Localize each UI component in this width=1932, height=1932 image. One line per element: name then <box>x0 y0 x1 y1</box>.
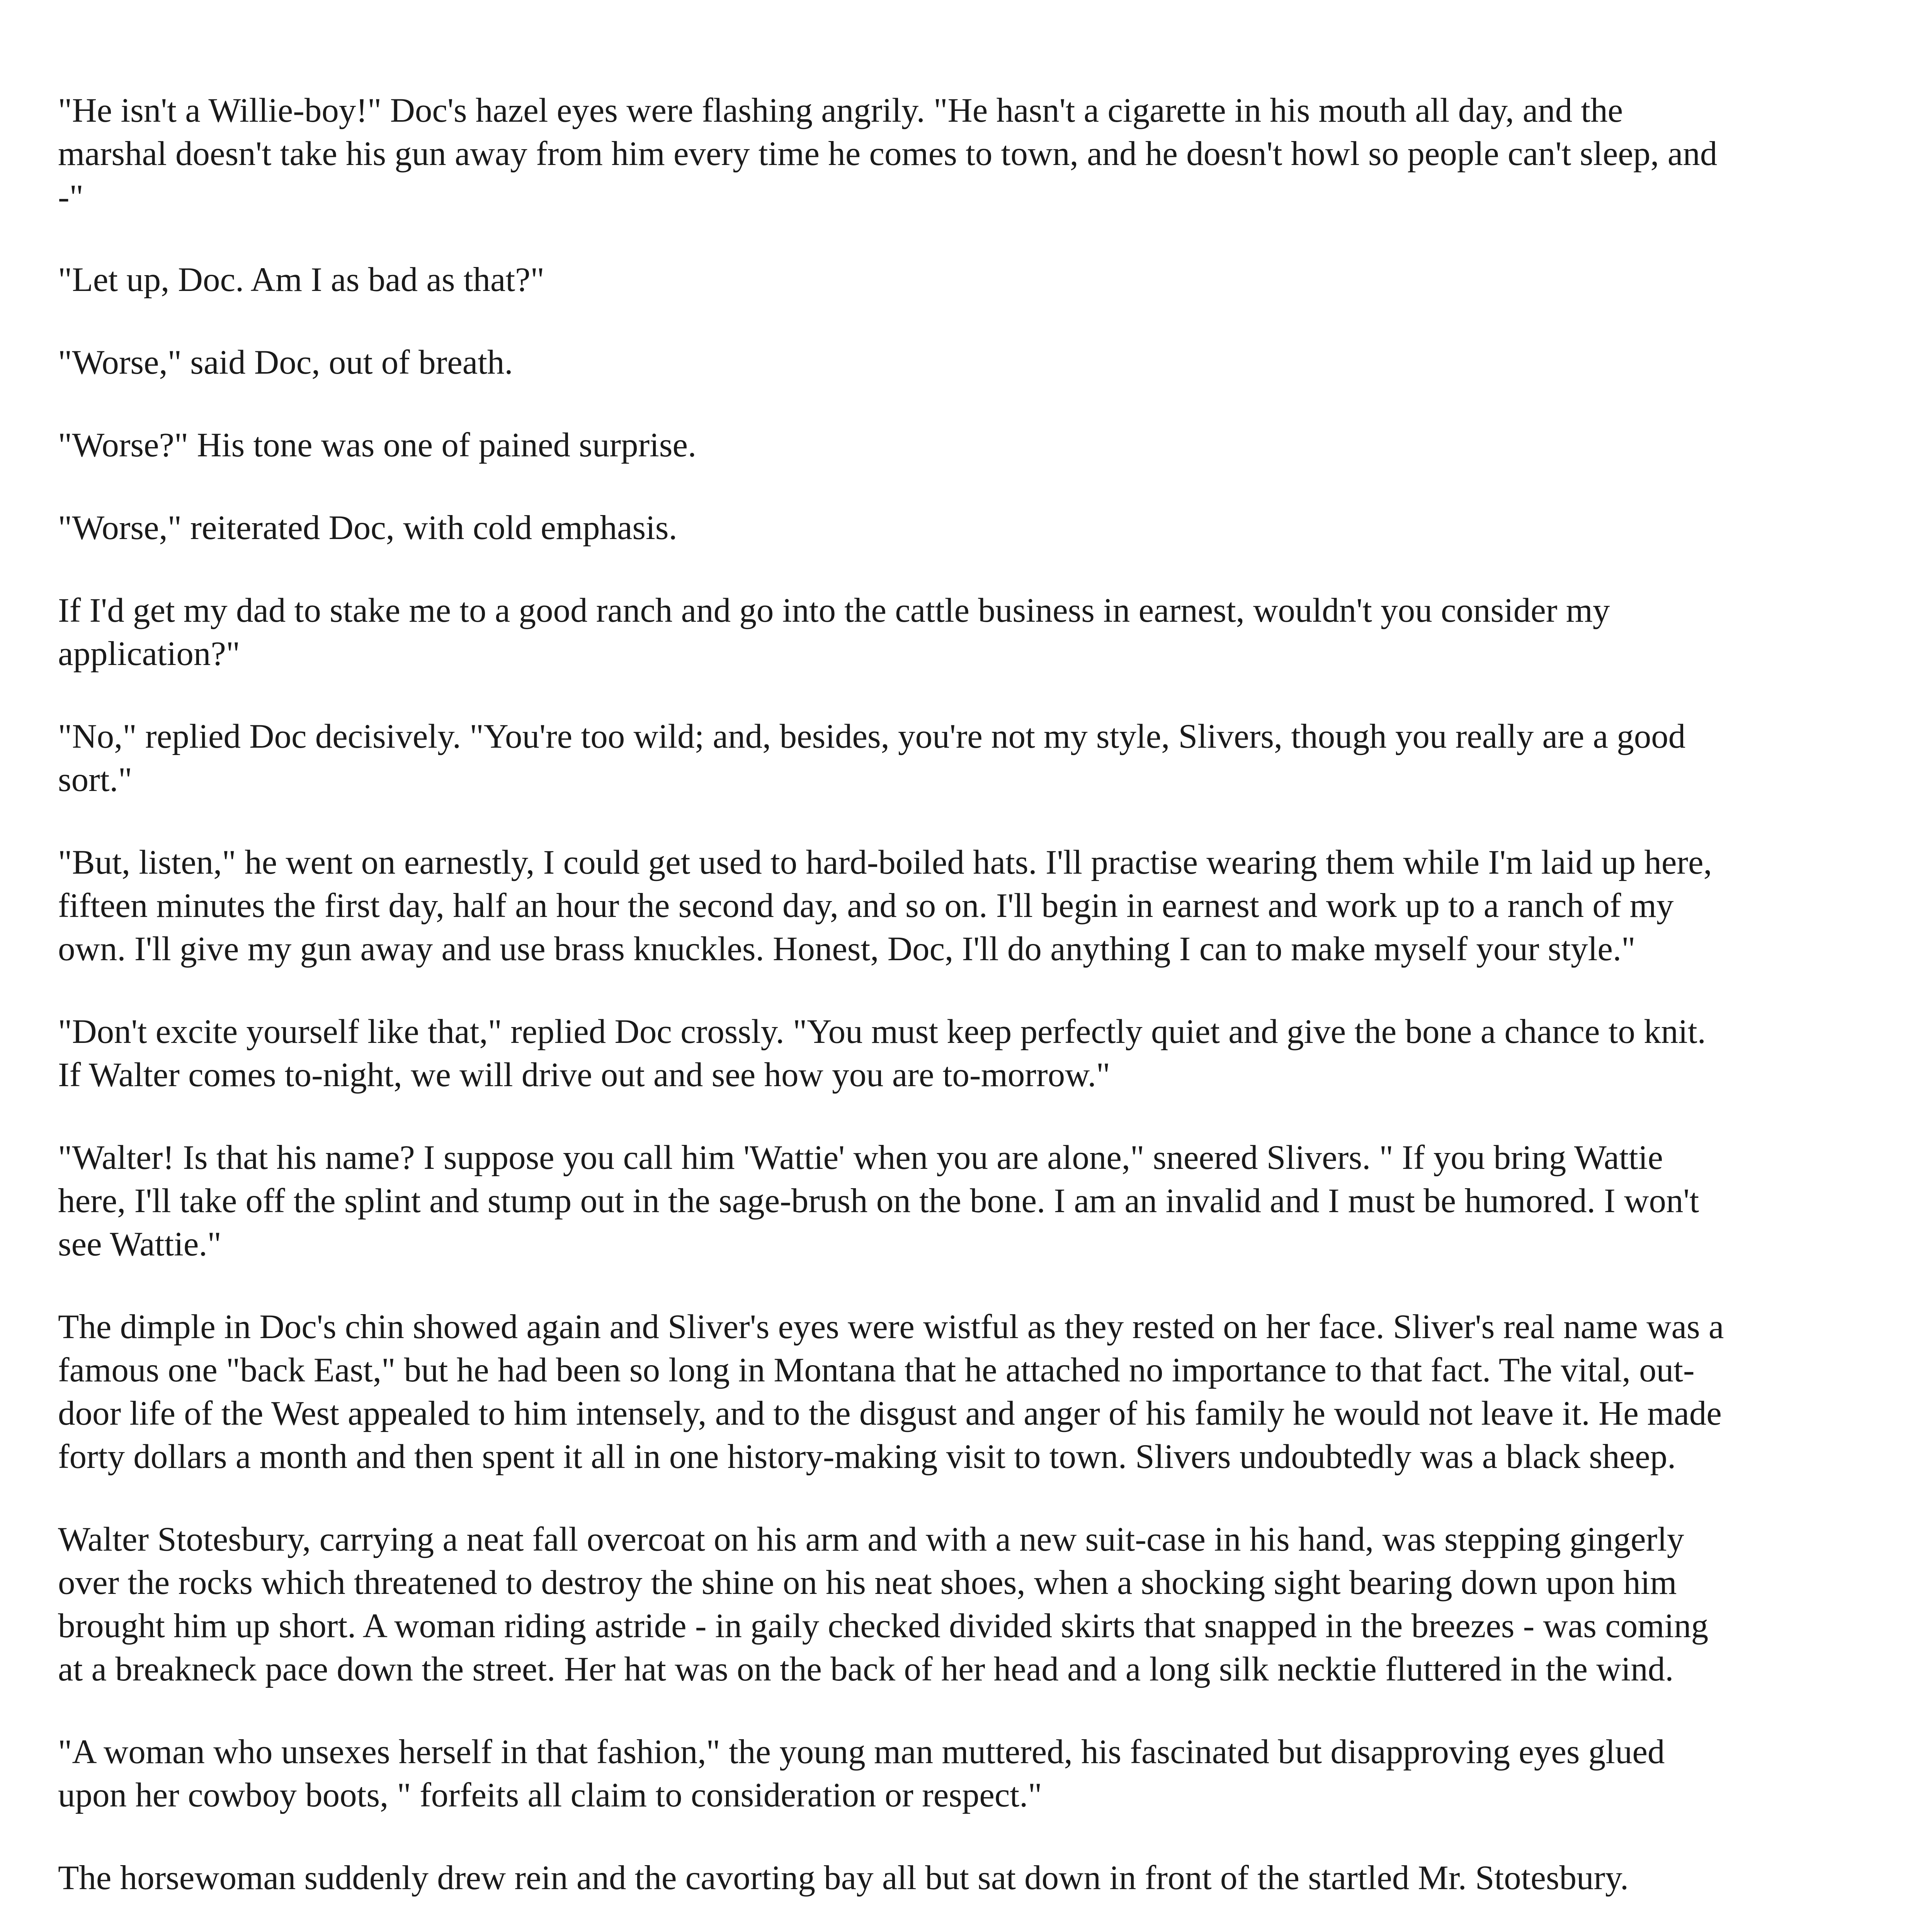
paragraph-2: "Let up, Doc. Am I as bad as that?" <box>58 261 544 299</box>
paragraph-5: "Worse," reiterated Doc, with cold emphasis. <box>58 509 677 547</box>
paragraph-1: "He isn't a Willie-boy!" Doc's hazel eyes were flashing angrily. "He hasn't a cigarette in his mouth all day, and the marshal doesn't take his gun away from him every time he comes to town, and he doesn't howl so people can't sleep, and -" <box>58 92 1718 216</box>
document-page <box>58 89 1731 1932</box>
paragraph-8: "But, listen," he went on earnestly, I could get used to hard-boiled hats. I'll practise wearing them while I'm laid up here, fifteen minutes the first day, half an hour the second day, and so on. I'll begin in earnest and work up to a ranch of my own. I'll give my gun away and use brass knuckles. Honest, Doc, I'll do anything I can to make myself your style." <box>58 844 1712 968</box>
paragraph-4: "Worse?" His tone was one of pained surprise. <box>58 426 697 464</box>
paragraph-7: "No," replied Doc decisively. "You're too wild; and, besides, you're not my style, Slivers, though you really are a good sort." <box>58 718 1686 799</box>
paragraph-12: Walter Stotesbury, carrying a neat fall overcoat on his arm and with a new suit-case in his hand, was stepping gingerly over the rocks which threatened to destroy the shine on his neat shoes, when a shocking sight bearing down upon him brought him up short. A woman riding astride - in gaily checked divided skirts that snapped in the breezes - was coming at a breakneck pace down the street. Her hat was on the back of her head and a long silk necktie fluttered in the wind. <box>58 1520 1709 1688</box>
paragraph-11: The dimple in Doc's chin showed again and Sliver's eyes were wistful as they rested on her face. Sliver's real name was a famous one "back East," but he had been so long in Montana that he attached no importance to that fact. The vital, out-door life of the West appealed to him intensely, and to the disgust and anger of his family he would not leave it. He made forty dollars a month and then spent it all in one history-making visit to town. Slivers undoubtedly was a black sheep. <box>58 1308 1724 1476</box>
paragraph-3: "Worse," said Doc, out of breath. <box>58 344 513 381</box>
paragraph-10: "Walter! Is that his name? I suppose you call him 'Wattie' when you are alone," sneered Slivers. " If you bring Wattie here, I'll take off the splint and stump out in the sage-brush on the bone. I am an invalid and I must be humored. I won't see Wattie." <box>58 1139 1699 1263</box>
paragraph-9: "Don't excite yourself like that," replied Doc crossly. "You must keep perfectly quiet and give the bone a chance to knit. If Walter comes to-night, we will drive out and see how you are to-morrow." <box>58 1013 1706 1094</box>
paragraph-13: "A woman who unsexes herself in that fashion," the young man muttered, his fascinated but disapproving eyes glued upon her cowboy boots, " forfeits all claim to consideration or respect." <box>58 1733 1665 1814</box>
paragraph-6: If I'd get my dad to stake me to a good ranch and go into the cattle business in earnest, wouldn't you consider my application?" <box>58 592 1610 673</box>
paragraph-14: The horsewoman suddenly drew rein and the cavorting bay all but sat down in front of the startled Mr. Stotesbury. <box>58 1859 1629 1897</box>
